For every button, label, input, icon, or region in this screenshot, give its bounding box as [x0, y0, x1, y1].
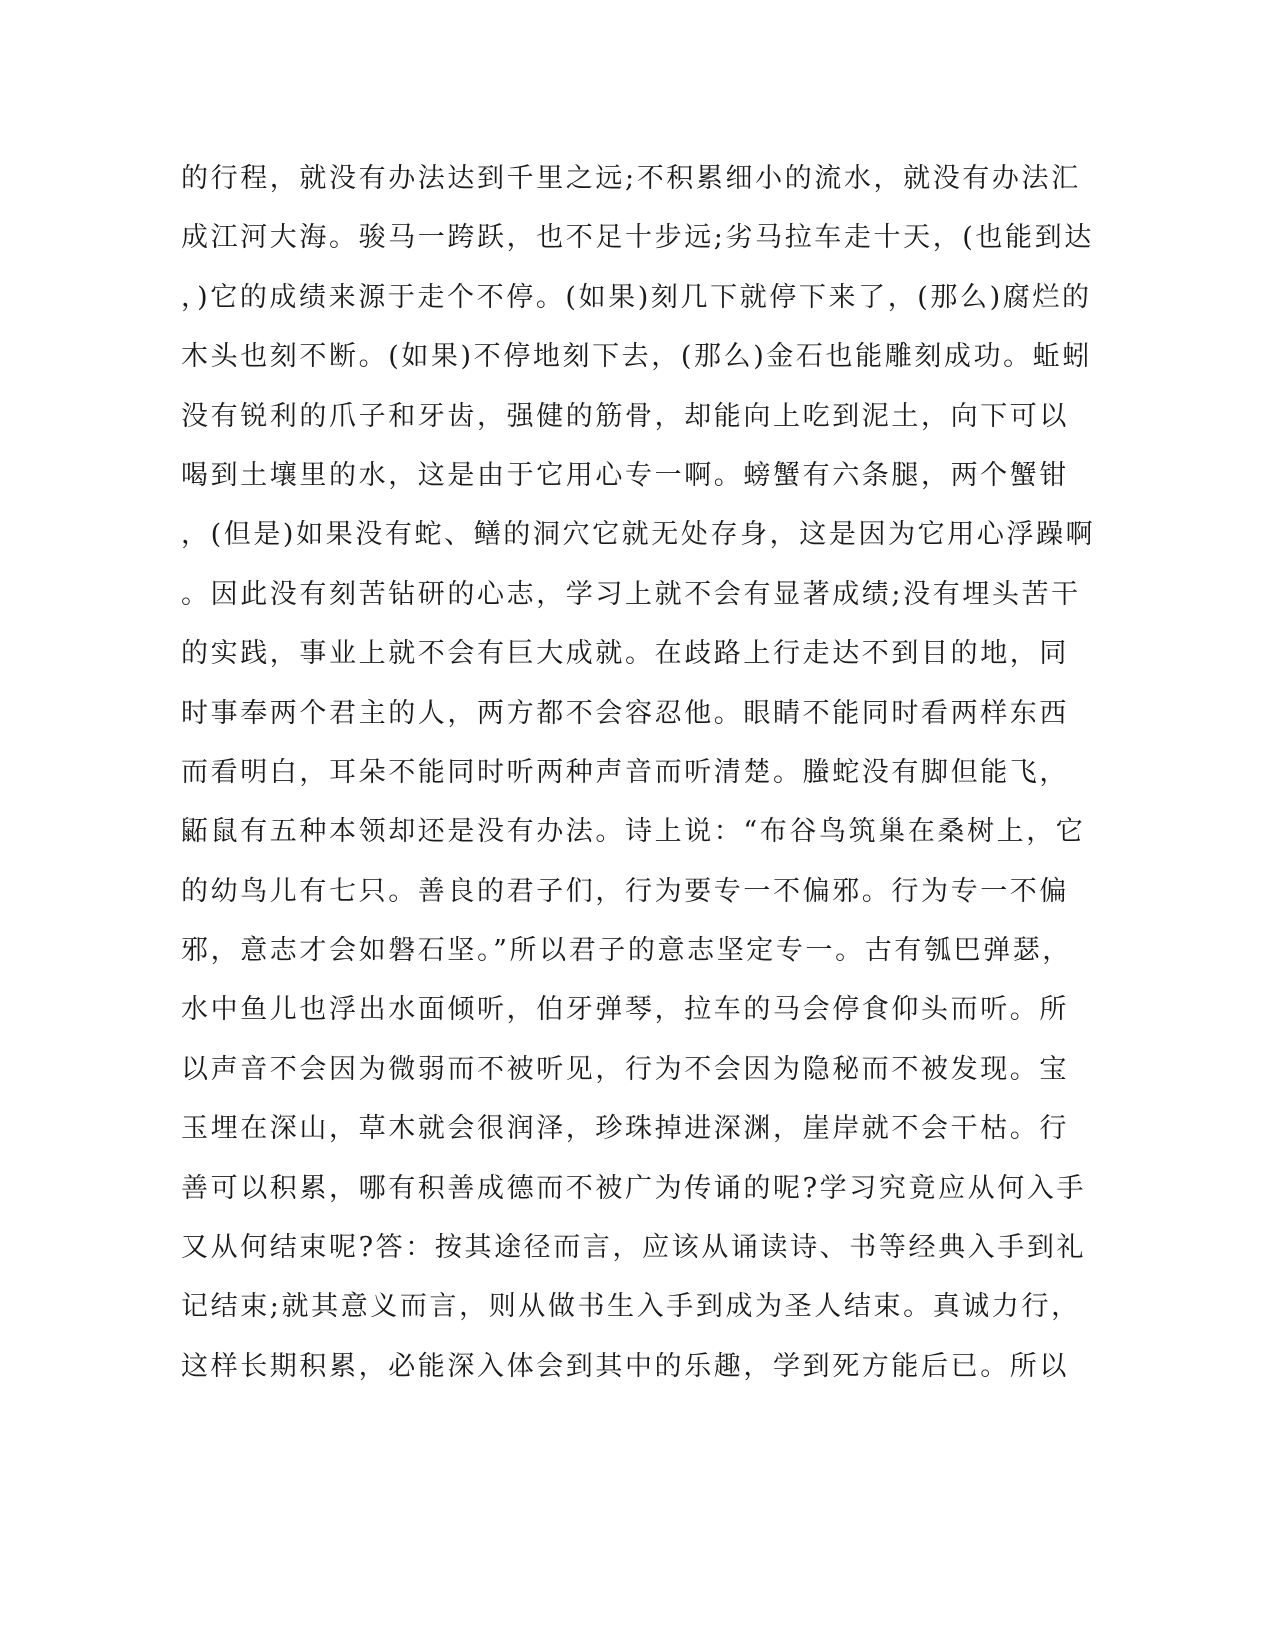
text-line: 没有锐利的爪子和牙齿，强健的筋骨，却能向上吃到泥土，向下可以	[181, 400, 1069, 432]
text-line: 鼫鼠有五种本领却还是没有办法。诗上说：“布谷鸟筑巢在桑树上，它	[181, 816, 1086, 848]
text-line: 善可以积累，哪有积善成德而不被广为传诵的呢?学习究竟应从何入手	[181, 1172, 1087, 1204]
text-line: 邪，意志才会如磐石坚。”所以君子的意志坚定专一。古有瓠巴弹瑟，	[181, 935, 1072, 967]
text-line: 时事奉两个君主的人，两方都不会容忍他。眼睛不能同时看两样东西	[181, 697, 1069, 729]
text-line: 又从何结束呢?答：按其途径而言，应该从诵读诗、书等经典入手到礼	[181, 1232, 1087, 1264]
text-line: 。因此没有刻苦钻研的心志，学习上就不会有显著成绩;没有埋头苦干	[181, 578, 1081, 610]
text-line: 的行程，就没有办法达到千里之远;不积累细小的流水，就没有办法汇	[181, 163, 1081, 194]
text-line: 以声音不会因为微弱而不被听见，行为不会因为隐秘而不被发现。宝	[181, 1053, 1069, 1085]
text-line: 这样长期积累，必能深入体会到其中的乐趣，学到死方能后已。所以	[181, 1350, 1069, 1382]
text-line: 水中鱼儿也浮出水面倾听，伯牙弹琴，拉车的马会停食仰头而听。所	[181, 994, 1069, 1026]
text-line: 的实践，事业上就不会有巨大成就。在歧路上行走达不到目的地，同	[181, 638, 1069, 670]
body-text	[181, 156, 1096, 1403]
text-line: 记结束;就其意义而言，则从做书生入手到成为圣人结束。真诚力行，	[181, 1291, 1081, 1323]
text-line: ，(但是)如果没有蛇、鳝的洞穴它就无处存身，这是因为它用心浮躁啊	[181, 519, 1096, 551]
text-line: 喝到土壤里的水，这是由于它用心专一啊。螃蟹有六条腿，两个蟹钳	[181, 459, 1069, 491]
text-line: 而看明白，耳朵不能同时听两种声音而听清楚。螣蛇没有脚但能飞，	[181, 756, 1069, 788]
text-line: 木头也刻不断。(如果)不停地刻下去，(那么)金石也能雕刻成功。蚯蚓	[181, 341, 1092, 373]
text-line: ，)它的成绩来源于走个不停。(如果)刻几下就停下来了，(那么)腐烂的	[181, 281, 1092, 313]
text-line: 成江河大海。骏马一跨跃，也不足十步远;劣马拉车走十天，(也能到达	[181, 222, 1094, 254]
text-line: 的幼鸟儿有七只。善良的君子们，行为要专一不偏邪。行为专一不偏	[181, 875, 1069, 907]
text-line: 玉埋在深山，草木就会很润泽，珍珠掉进深渊，崖岸就不会干枯。行	[181, 1113, 1069, 1145]
